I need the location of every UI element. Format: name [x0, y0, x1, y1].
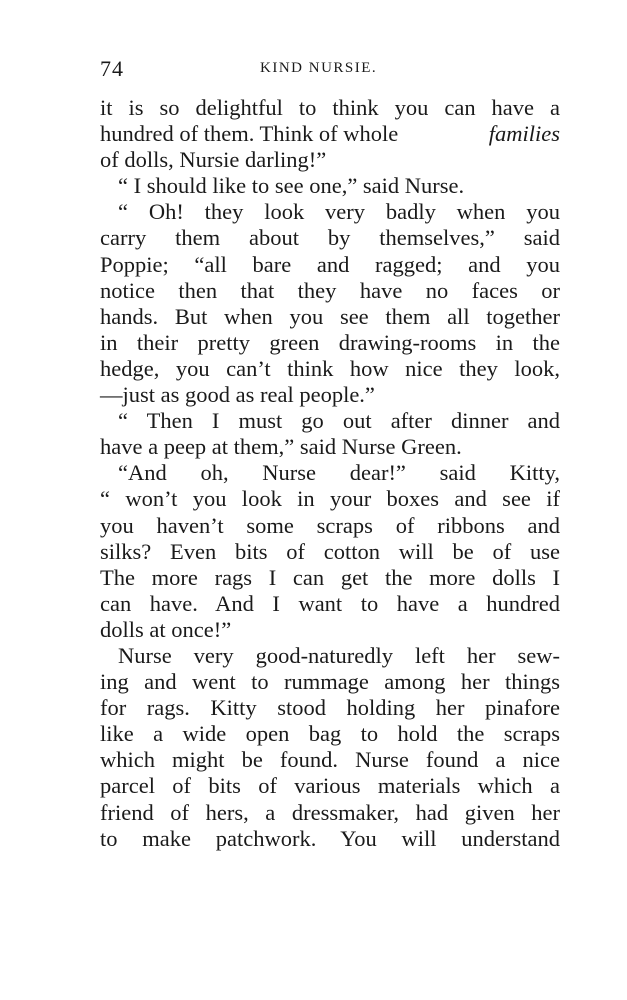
text-line: in their pretty green drawing-rooms in the — [100, 329, 560, 355]
text-line: ing and went to rummage among her things — [100, 669, 560, 695]
page-number: 74 — [100, 56, 124, 81]
running-title: KIND NURSIE. — [260, 60, 378, 76]
text-line: The more rags I can get the more dolls I — [100, 564, 560, 590]
running-head — [100, 56, 560, 86]
text-line: parcel of bits of various materials which a — [100, 773, 560, 799]
text-line: can have. And I want to have a hundred — [100, 590, 560, 616]
text-line: dolls at once!” — [100, 616, 232, 642]
text-line: —just as good as real people.” — [100, 382, 375, 408]
text-line: “ Then I must go out after dinner and — [118, 408, 560, 434]
body-text — [100, 95, 560, 852]
text-line: of dolls, Nursie darling!” — [100, 147, 327, 173]
text-line: silks? Even bits of cotton will be of use — [100, 538, 560, 564]
text-line: “ Oh! they look very badly when you — [118, 199, 560, 225]
text-line: notice then that they have no faces or — [100, 277, 560, 303]
text-line: you haven’t some scraps of ribbons and — [100, 512, 560, 538]
italic-word: families — [488, 121, 560, 147]
text-line: “ I should like to see one,” said Nurse. — [118, 173, 465, 199]
text-line: “ won’t you look in your boxes and see if — [100, 486, 560, 512]
text-line: like a wide open bag to hold the scraps — [100, 721, 560, 747]
text-fragment: hundred of them. Think of whole — [100, 121, 399, 147]
text-line: hands. But when you see them all together — [100, 303, 560, 329]
text-line: Poppie; “all bare and ragged; and you — [100, 251, 560, 277]
text-line: which might be found. Nurse found a nice — [100, 747, 560, 773]
text-line: “And oh, Nurse dear!” said Kitty, — [118, 460, 560, 486]
text-line: for rags. Kitty stood holding her pinafore — [100, 695, 560, 721]
text-line: Nurse very good-naturedly left her sew- — [118, 642, 560, 668]
text-line: to make patchwork. You will understand — [100, 825, 560, 851]
text-line: have a peep at them,” said Nurse Green. — [100, 434, 462, 460]
text-line — [100, 121, 560, 147]
text-line: friend of hers, a dressmaker, had given her — [100, 799, 560, 825]
text-line: it is so delightful to think you can have a — [100, 95, 560, 120]
text-line: carry them about by themselves,” said — [100, 225, 560, 251]
text-line: hedge, you can’t think how nice they look, — [100, 355, 560, 381]
